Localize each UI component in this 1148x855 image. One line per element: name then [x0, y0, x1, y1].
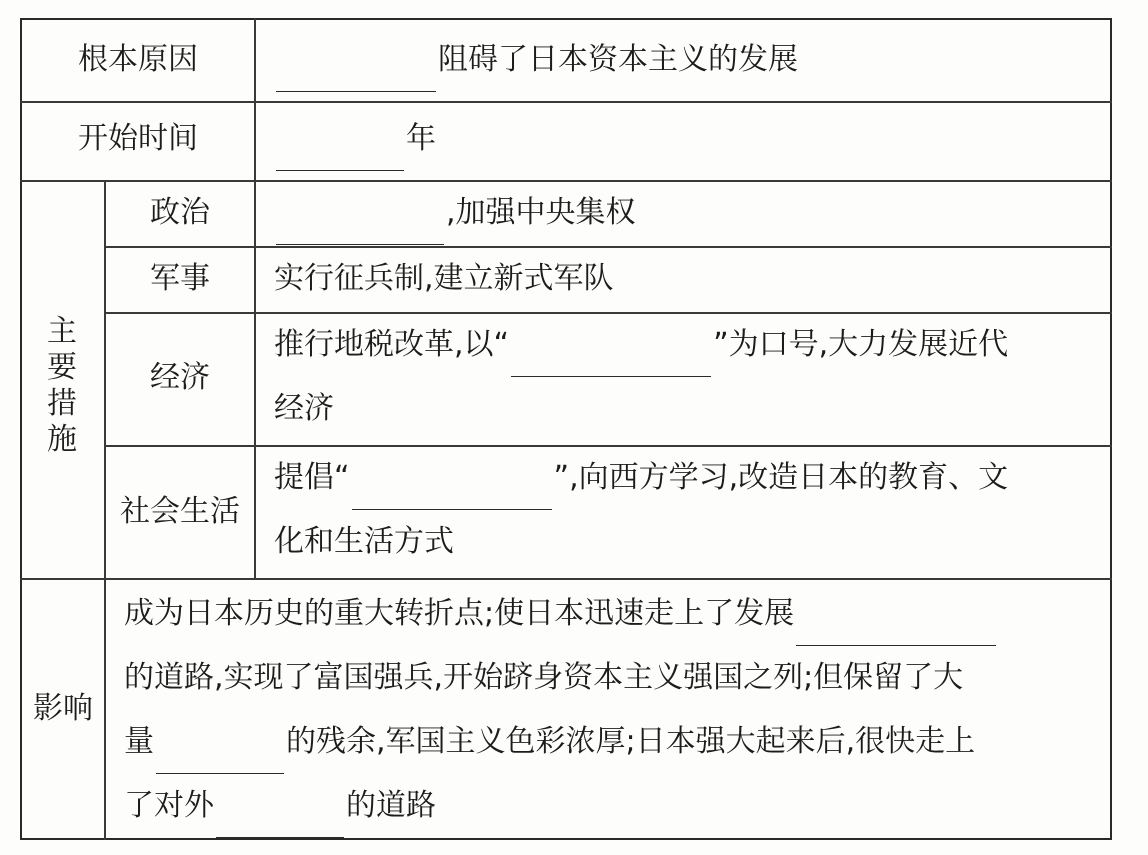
- military-content: 实行征兵制,建立新式军队: [274, 261, 614, 296]
- root-cause-label: 根本原因: [78, 42, 198, 77]
- social-label: 社会生活: [120, 494, 240, 529]
- answer-blank[interactable]: [276, 206, 444, 245]
- politics-content: [274, 181, 636, 245]
- row-divider: [20, 578, 1112, 580]
- economy-line-2: 经济: [274, 391, 334, 426]
- answer-blank[interactable]: [352, 471, 552, 510]
- military-label: 军事: [150, 261, 210, 296]
- answer-blank[interactable]: [511, 338, 711, 377]
- impact-line-3: 量 的残余,军国主义色彩浓厚;日本强大起来后,很快走上: [124, 710, 975, 774]
- impact-line-1: 成为日本历史的重大转折点;使日本迅速走上了发展: [124, 582, 998, 646]
- start-time-label: 开始时间: [78, 121, 198, 156]
- start-time-text: 年: [406, 121, 436, 156]
- measures-group-label: 主 要 措 施: [47, 314, 77, 457]
- start-time-content: [274, 107, 436, 171]
- column-divider: [254, 18, 256, 579]
- impact-label: 影响: [33, 691, 93, 726]
- answer-blank[interactable]: [276, 132, 404, 171]
- politics-text: ,加强中央集权: [446, 195, 636, 230]
- answer-blank[interactable]: [276, 53, 436, 92]
- row-divider: [20, 101, 1112, 103]
- social-line-2: 化和生活方式: [274, 524, 454, 559]
- economy-label: 经济: [150, 360, 210, 395]
- social-line-1: 提倡“ ”,向西方学习,改造日本的教育、文: [274, 446, 1008, 510]
- answer-blank[interactable]: [796, 607, 996, 646]
- politics-label: 政治: [150, 195, 210, 230]
- root-cause-text: 阻碍了日本资本主义的发展: [438, 42, 798, 77]
- answer-blank[interactable]: [156, 735, 284, 774]
- root-cause-content: [274, 28, 798, 92]
- impact-line-2: 的道路,实现了富国强兵,开始跻身资本主义强国之列;但保留了大: [124, 660, 964, 695]
- economy-line-1: 推行地税改革,以“ ”为口号,大力发展近代: [274, 313, 1008, 377]
- impact-line-4: 了对外 的道路: [124, 774, 436, 838]
- answer-blank[interactable]: [216, 799, 344, 838]
